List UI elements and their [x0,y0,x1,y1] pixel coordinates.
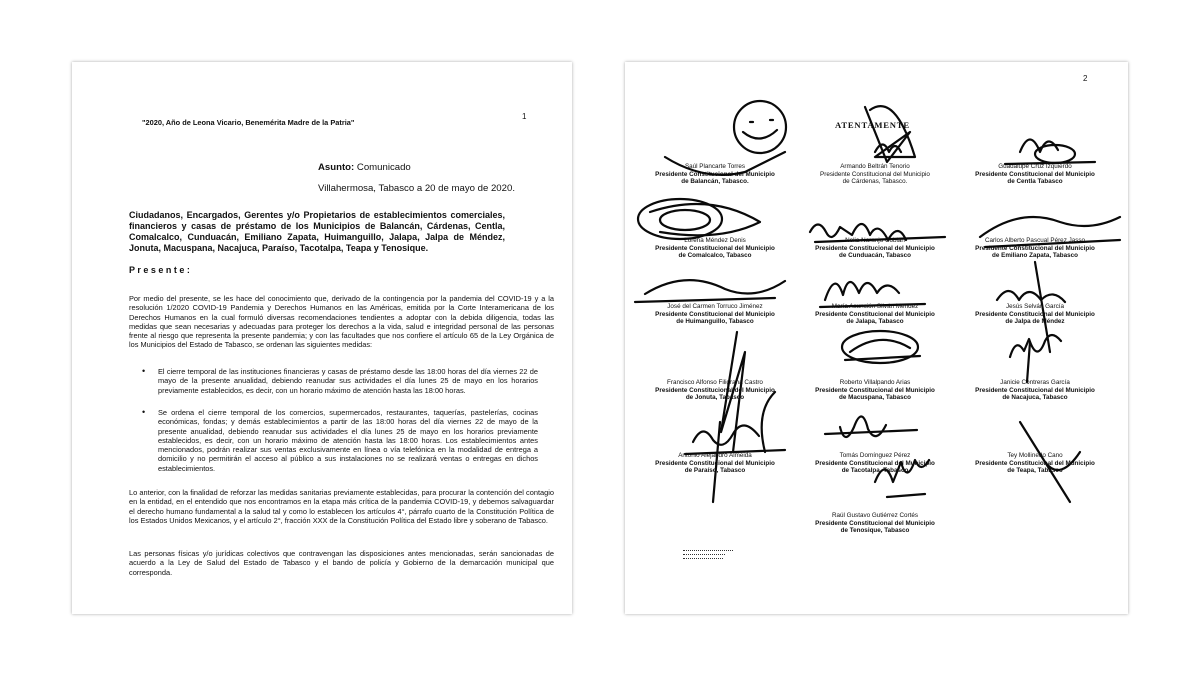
signature-block [625,163,805,186]
subject-label: Asunto: [318,162,355,173]
signatory-name: Roberto Villalpando Arias [839,379,911,386]
signatory-name: Nelia Naranjo Cobián [845,237,905,244]
signatory-place: de Teapa, Tabasco [1007,467,1063,475]
signatory-place: de Jonuta, Tabasco [685,394,745,402]
signatory-name: Janicie Contreras García [1000,379,1070,386]
signatory-role: Presidente Constitucional del Municipio [655,244,775,252]
page-number: 2 [1083,74,1088,83]
signatory-place: de Cunduacán, Tabasco [839,252,911,260]
signatory-name: Tomás Domínguez Pérez [839,452,911,459]
signatory-role: Presidente Constitucional del Municipio [815,386,935,394]
subject-value: Comunicado [356,162,411,173]
signatory-place: de Jalapa, Tabasco [846,318,904,326]
letter-page-1 [72,62,572,614]
signatory-role: Presidente Constitucional del Municipio [815,310,935,318]
measure-text-2: Se ordena el cierre temporal de los comercios, supermercados, restaurantes, taquerías, pastelerías, cocinas económicas, fondas; y demás establecimientos a partir de las 18:00 horas del día viernes 22 de mayo de la presente anualidad, debiendo reanudar sus actividades el día lunes 25 de mayo en los horarios previamente establecidos, es decir, con un horario máximo de atención hasta las 18:00 horas. Los establecimientos antes mencionados, podrán realizar sus ventas exclusivamente en línea o vía telefónica en la modalidad de entrega a domicilio y no permitirán el acceso al público a sus instalaciones no se realizará ventas o entregas en dichos establecimientos. [158,408,538,473]
signatory-name: Saúl Plancarte Torres [684,163,746,170]
signature-block [625,303,805,326]
signatory-role: Presidente Constitucional del Municipio [975,244,1095,252]
signature-block [785,303,965,326]
bullet-icon: • [142,407,146,417]
signatory-name: Raúl Gustavo Gutiérrez Cortés [831,512,919,519]
signatory-name: Jesús Selván García [1005,303,1065,310]
signatory-place: de Comalcalco, Tabasco [678,252,752,260]
presente-salutation: P r e s e n t e : [129,265,190,275]
signature-block [785,163,965,186]
signature-block [785,452,965,475]
signature-block [785,237,965,260]
signatory-name: Antonio Alejandro Almeida [678,452,752,459]
signatory-name: Armando Beltrán Tenorio [840,163,910,170]
signatory-role: Presidente Constitucional del Municipio [655,386,775,394]
intro-paragraph: Por medio del presente, se les hace del conocimiento que, derivado de la contingencia por la pandemia del COVID-19 y a la resolución 1/2020 COVID-19 Pandemia y Derechos Humanos en las Américas, emitida por la Corte Interamericana de los Derechos Humanos en la cual formuló diversas recomendaciones tendientes a adoptar con la debida diligencia, todas las medidas que sean necesarias y adecuadas para proteger los derechos a la vida, salud e integridad personal de las personas frente al riesgo que representa la presente pandemia; y con las facultades que nos confiere el artículo 65 de la Ley Orgánica de los Municipios del Estado de Tabasco, se ordenan las siguientes medidas: [129,294,554,350]
measure-text-1: El cierre temporal de las instituciones financieras y casas de préstamo desde las 18:00 horas del día viernes 22 de mayo de la presente anualidad, debiendo reanudar sus actividades el día lunes 25 de mayo en los horarios previamente establecidos, es decir, con un horario máximo de atención hasta las 18:00 horas. [158,367,538,395]
signature-block [785,379,965,402]
bullet-icon: • [142,366,146,376]
letter-page-2 [625,62,1128,614]
signature-block [625,379,805,402]
signatory-role: Presidente Constitucional del Municipio [975,310,1095,318]
signatory-role: Presidente Constitucional del Municipio [975,170,1095,178]
signatory-place: de Balancán, Tabasco. [681,178,749,186]
signatory-role: Presidente Constitucional del Municipio [975,386,1095,394]
signature-block [625,452,805,475]
signatory-name: José del Carmen Torruco Jiménez [667,303,763,310]
signatory-place: de Nacajuca, Tabasco [1002,394,1068,402]
signature-block [945,379,1125,402]
signatory-name: Francisco Alfonso Filigrana Castro [667,379,763,386]
signature-block [945,303,1125,326]
signature-scribble [638,199,760,239]
signature-scribble [1005,140,1095,165]
signature-scribble [1010,335,1061,382]
signatory-name: Tey Mollinedo Cano [1007,452,1063,459]
signatory-role: Presidente Constitucional del Municipio [815,519,935,527]
signature-block [785,512,965,535]
signature-scribble [842,331,920,363]
signature-block [625,237,805,260]
signatory-place: de Centla Tabasco [1007,178,1063,186]
signatory-place: de Jalpa de Méndez [1005,318,1065,326]
page-number: 1 [522,112,527,121]
signatory-name: Carlos Alberto Pascual Pérez Jasso [984,237,1086,244]
signatory-place: de Emiliano Zapata, Tabasco [992,252,1078,260]
place-date: Villahermosa, Tabasco a 20 de mayo de 2020. [318,183,515,194]
signature-scribble [865,106,915,162]
signatory-place: de Tacotalpa, Tabasco [841,467,909,475]
signatory-role: Presidente Constitucional del Municipio [975,459,1095,467]
signature-block [945,452,1125,475]
signatory-role: Presidente Constitucional del Municipio [820,170,930,178]
signatory-role: Presidente Constitucional del Municipio [655,170,775,178]
signatory-name: Lorena Méndez Denis [684,237,746,244]
signatory-role: Presidente Constitucional del Municipio [655,459,775,467]
year-motto: "2020, Año de Leona Vicario, Benemérita Madre de la Patria" [142,118,355,127]
signatory-role: Presidente Constitucional del Municipio [655,310,775,318]
signatory-place: de Macuspana, Tabasco [839,394,911,402]
signature-scribble [825,416,917,437]
signatory-role: Presidente Constitucional del Municipio [815,459,935,467]
addressee-block: Ciudadanos, Encargados, Gerentes y/o Propietarios de establecimientos comerciales, financieros y casas de préstamo de los Municipios de Balancán, Cárdenas, Centla, Comalcalco, Cunduacán, Emiliano Zapata, Huimanguillo, Jalapa, Jalpa de Méndez, Jonuta, Macuspana, Nacajuca, Paraíso, Tacotalpa, Teapa y Tenosique. [129,210,505,253]
measure-item-1 [142,366,538,395]
signatory-place: de Cárdenas, Tabasco. [842,178,908,186]
signature-scribble [635,280,785,302]
signature-block [945,237,1125,260]
signatory-place: de Huimanguillo, Tabasco [676,318,754,326]
subject-line [318,162,411,173]
atentamente-heading: ATENTAMENTE [835,120,910,130]
signatory-name: Guadalupe Cruz Izquierdo [998,163,1072,170]
signatory-name: María Asunción Silván Méndez [831,303,919,310]
signatory-place: de Tenosique, Tabasco [840,527,910,535]
signatory-place: de Paraíso, Tabasco [684,467,746,475]
office-stamp-marks [683,550,733,559]
measure-item-2 [142,407,538,473]
signatory-role: Presidente Constitucional del Municipio [815,244,935,252]
sanctions-paragraph: Las personas físicas y/o jurídicas colectivos que contravengan las disposiciones antes mencionadas, serán sancionadas de acuerdo a la Ley de Salud del Estado de Tabasco y el bando de policía y Gobierno de la demarcación municipal que corresponda. [129,549,554,577]
signature-block [945,163,1125,186]
rationale-paragraph: Lo anterior, con la finalidad de reforzar las medidas sanitarias previamente establecidas, para procurar la contención del contagio en la entidad, en el entendido que nos encontramos en la etapa más crítica de la pandemia COVID-19, y debemos salvaguardar el derecho humano fundamental a la salud tal y como lo establecen los artículos 4°, párrafo cuarto de la Constitución Política de los Estados Unidos Mexicanos, y el artículo 2°, fracción XXX de la Constitución Política del Estado libre y soberano de Tabasco. [129,488,554,525]
